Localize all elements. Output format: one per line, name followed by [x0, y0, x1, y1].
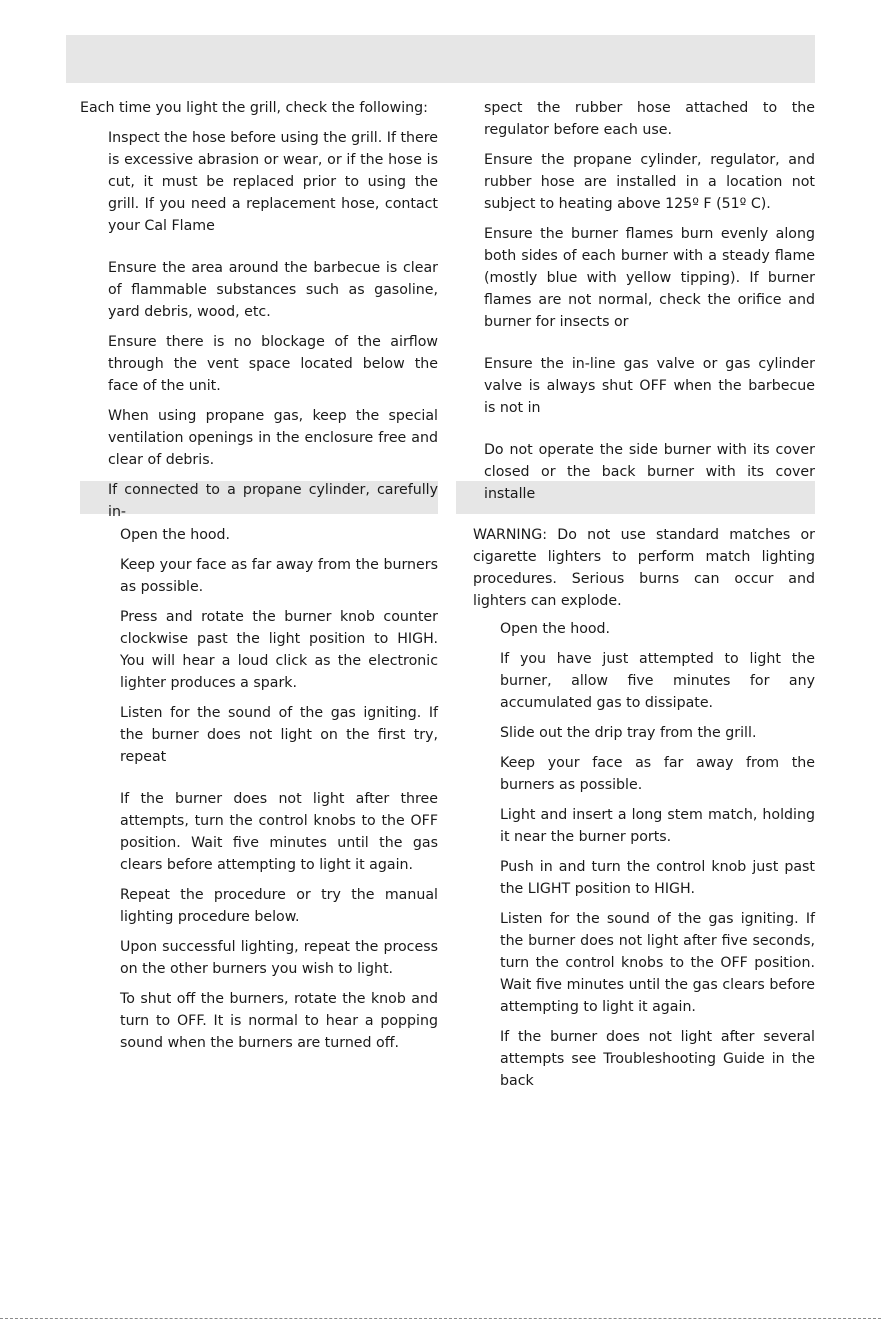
- step-item: Repeat the procedure or try the manual lighting procedure below.: [120, 887, 438, 925]
- step-item: Keep your face as far away from the burners as possible.: [500, 755, 815, 793]
- step-item: To shut off the burners, rotate the knob and turn to OFF. It is normal to hear a popping sound when the burners are turned off.: [120, 991, 438, 1051]
- step-item: Open the hood.: [500, 621, 611, 637]
- step-item: Light and insert a long stem match, holding it near the burner ports.: [500, 807, 815, 845]
- step-item: Keep your face as far away from the burners as possible.: [120, 557, 438, 595]
- checklist-item: If connected to a propane cylinder, carefully in-: [108, 482, 438, 520]
- checklist-item: Inspect the hose before using the grill. If there is excessive abrasion or wear, or if the hose is cut, it must be replaced prior to using the grill. If you need a replacement hose, contact your Cal Flame: [108, 130, 438, 234]
- page-bottom-divider: [0, 1318, 881, 1319]
- electronic-lighting-steps: [120, 524, 438, 1054]
- pre-lighting-checklist-right: [484, 97, 815, 505]
- checklist-item: Do not operate the side burner with its cover closed or the back burner with its cover installe: [484, 442, 815, 502]
- checklist-item: Ensure there is no blockage of the airflow through the vent space located below the face of the unit.: [108, 334, 438, 394]
- step-item: Push in and turn the control knob just past the LIGHT position to HIGH.: [500, 859, 815, 897]
- checklist-item: spect the rubber hose attached to the regulator before each use.: [484, 100, 815, 138]
- checklist-item: When using propane gas, keep the special ventilation openings in the enclosure free and clear of debris.: [108, 408, 438, 468]
- section-header-band: [66, 35, 815, 83]
- warning-text: WARNING: Do not use standard matches or cigarette lighters to perform match lighting procedures. Serious burns can occur and lighters can explode.: [473, 527, 815, 609]
- manual-lighting-steps: [500, 618, 815, 1092]
- step-item: Listen for the sound of the gas igniting. If the burner does not light after five seconds, turn the control knobs to the OFF position. Wait five minutes until the gas clears before attempting to light it again.: [500, 911, 815, 1015]
- step-item: Upon successful lighting, repeat the process on the other burners you wish to light.: [120, 939, 438, 977]
- step-item: If the burner does not light after several attempts see Troubleshooting Guide in the back: [500, 1029, 815, 1089]
- step-item: Press and rotate the burner knob counter clockwise past the light position to HIGH. You will hear a loud click as the electronic lighter produces a spark.: [120, 609, 438, 691]
- checklist-item: Ensure the in-line gas valve or gas cylinder valve is always shut OFF when the barbecue is not in: [484, 356, 815, 416]
- manual-lighting-warning: [473, 524, 815, 612]
- step-item: Open the hood.: [120, 527, 231, 543]
- step-item: If you have just attempted to light the burner, allow five minutes for any accumulated gas to dissipate.: [500, 651, 815, 711]
- checklist-item: Ensure the burner flames burn evenly along both sides of each burner with a steady flame (mostly blue with yellow tipping). If burner flames are not normal, check the orifice and burner for insects or: [484, 226, 815, 330]
- checklist-item: Ensure the propane cylinder, regulator, and rubber hose are installed in a location not subject to heating above 125º F (51º C).: [484, 152, 815, 212]
- pre-lighting-checklist-left: [80, 97, 438, 523]
- checklist-intro: Each time you light the grill, check the following:: [80, 100, 428, 116]
- step-item: Slide out the drip tray from the grill.: [500, 725, 757, 741]
- checklist-item: Ensure the area around the barbecue is clear of flammable substances such as gasoline, yard debris, wood, etc.: [108, 260, 438, 320]
- step-item: Listen for the sound of the gas igniting. If the burner does not light on the first try, repeat: [120, 705, 438, 765]
- step-item: If the burner does not light after three attempts, turn the control knobs to the OFF position. Wait five minutes until the gas clears before attempting to light it again.: [120, 791, 438, 873]
